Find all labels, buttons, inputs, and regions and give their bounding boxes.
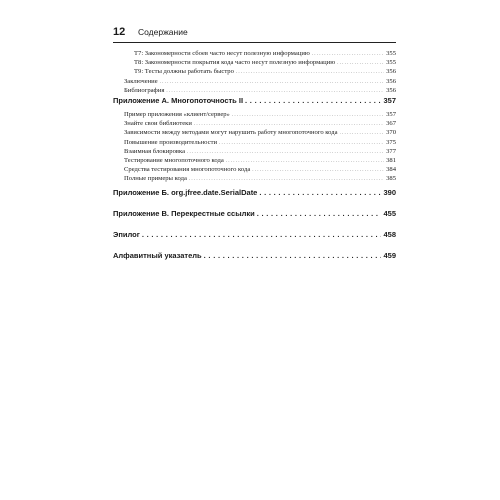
toc-index[interactable] [113, 251, 396, 262]
toc-entry-page: 357 [386, 110, 396, 118]
toc-entry-title: Зависимости между методами могут нарушить работу многопоточного кода [124, 129, 338, 137]
toc-entry-full-examples[interactable] [113, 175, 396, 184]
toc-entry-title: Тестирование многопоточного кода [124, 156, 224, 164]
leader-dots [187, 148, 384, 155]
toc-entry-title: Заключение [124, 77, 158, 85]
toc-entry-page: 355 [386, 59, 396, 67]
toc-entry-testing-tools[interactable] [113, 166, 396, 175]
leader-dots [257, 209, 382, 218]
running-title: Содержание [138, 27, 188, 37]
toc-entry-t8[interactable] [113, 59, 396, 68]
page-number: 12 [113, 26, 126, 38]
toc-appendix-a[interactable] [113, 96, 396, 107]
toc-entry-title: Полные примеры кода [124, 175, 187, 183]
leader-dots [142, 230, 382, 239]
toc-entry-page: 356 [386, 77, 396, 85]
toc-page [113, 26, 396, 262]
toc-entry-page: 385 [386, 175, 396, 183]
toc-entry-deadlock[interactable] [113, 148, 396, 157]
leader-dots [194, 120, 384, 127]
toc-entry-title: Эпилог [113, 230, 140, 240]
toc-entry-page: 384 [386, 166, 396, 174]
toc-entry-bibliography[interactable] [113, 87, 396, 96]
toc-appendix-b[interactable] [113, 188, 396, 199]
leader-dots [252, 166, 384, 173]
toc-entry-page: 377 [386, 147, 396, 155]
table-of-contents [113, 50, 396, 262]
leader-dots [160, 78, 384, 85]
toc-entry-title: T7: Закономерности сбоев часто несут полезную информацию [134, 50, 310, 57]
toc-entry-page: 367 [386, 120, 396, 128]
toc-entry-title: Взаимная блокировка [124, 147, 186, 155]
toc-entry-page: 370 [386, 129, 396, 137]
toc-entry-testing-threaded[interactable] [113, 157, 396, 166]
toc-entry-t9[interactable] [113, 68, 396, 77]
toc-entry-page: 355 [386, 50, 396, 57]
leader-dots [226, 157, 384, 164]
toc-entry-conclusion[interactable] [113, 78, 396, 87]
toc-entry-page: 357 [383, 95, 396, 105]
toc-entry-page: 390 [383, 188, 396, 198]
leader-dots [219, 139, 384, 146]
toc-entry-title: Пример приложения «клиент/сервер» [124, 110, 230, 118]
toc-entry-page: 455 [383, 209, 396, 219]
toc-entry-page: 458 [383, 230, 396, 240]
toc-entry-title: Повышение производительности [124, 138, 217, 146]
toc-entry-client-server[interactable] [113, 111, 396, 120]
leader-dots [166, 87, 384, 94]
toc-entry-page: 375 [386, 138, 396, 146]
toc-appendix-c[interactable] [113, 209, 396, 220]
toc-entry-title: Знайте свои библиотеки [124, 120, 192, 128]
toc-entry-page: 356 [386, 68, 396, 76]
toc-entry-title: Библиография [124, 86, 165, 94]
toc-entry-page: 459 [383, 251, 396, 261]
toc-entry-performance[interactable] [113, 139, 396, 148]
leader-dots [259, 188, 381, 197]
toc-epilogue[interactable] [113, 230, 396, 241]
leader-dots [189, 175, 384, 182]
toc-entry-title: Алфавитный указатель [113, 251, 202, 261]
header-rule [113, 42, 396, 43]
leader-dots [236, 68, 384, 75]
toc-entry-title: Приложение В. Перекрестные ссылки [113, 209, 255, 219]
toc-entry-title: T8: Закономерности покрытия кода часто несут полезную информацию [134, 59, 336, 67]
toc-entry-title: T9: Тесты должны работать быстро [134, 68, 234, 76]
toc-entry-title: Приложение Б. org.jfree.date.SerialDate [113, 188, 258, 198]
leader-dots [232, 111, 384, 118]
page-header [113, 26, 396, 40]
toc-entry-libraries[interactable] [113, 120, 396, 129]
leader-dots [340, 129, 385, 136]
leader-dots [337, 59, 384, 66]
leader-dots [245, 96, 381, 105]
toc-entry-title: Приложение А. Многопоточность II [113, 95, 244, 105]
toc-entry-page: 381 [386, 156, 396, 164]
toc-entry-t7[interactable] [113, 50, 396, 59]
toc-entry-page: 356 [386, 86, 396, 94]
toc-entry-method-dependencies[interactable] [113, 129, 396, 138]
leader-dots [312, 50, 384, 57]
toc-entry-title: Средства тестирования многопоточного кода [124, 166, 251, 174]
leader-dots [204, 251, 382, 260]
